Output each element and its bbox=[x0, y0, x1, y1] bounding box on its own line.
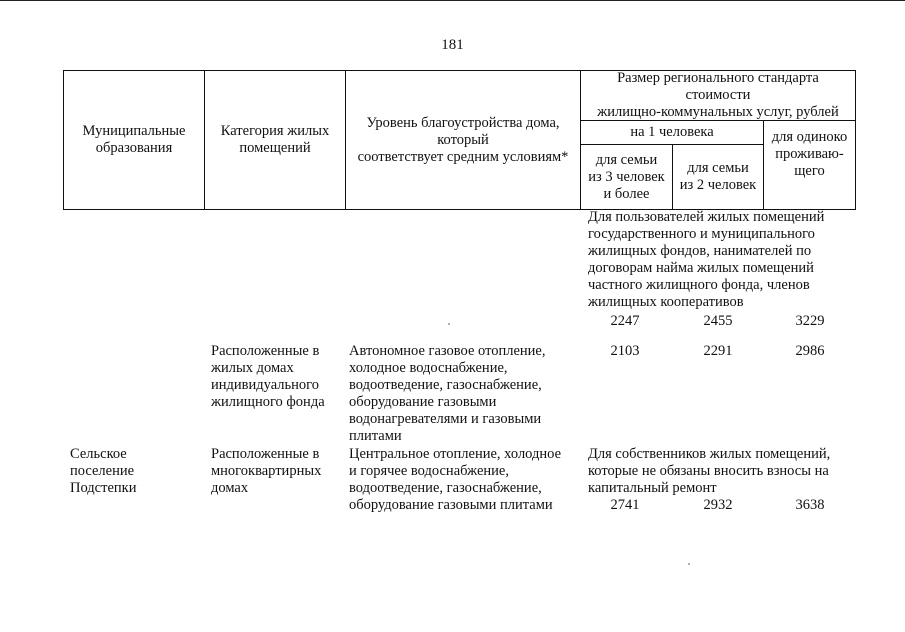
row2-value-family3: 2103 bbox=[610, 343, 640, 359]
row2-value-family2: 2291 bbox=[703, 343, 733, 359]
row3-value-family2: 2932 bbox=[703, 497, 733, 513]
row2-level: Автономное газовое отопление, холодное водоснабжение, водоотведение, газоснабжение, оборудование газовыми водонагревателями и газовыми плитами bbox=[349, 343, 546, 444]
scan-speck bbox=[688, 563, 690, 565]
row1-value-family2: 2455 bbox=[703, 313, 733, 329]
row2-value-single: 2986 bbox=[795, 343, 825, 359]
header-level: Уровень благоустройства дома, который соответствует средним условиям* bbox=[345, 70, 581, 210]
row1-value-single: 3229 bbox=[795, 313, 825, 329]
row3-municipal: Сельское поселение Подстепки bbox=[70, 446, 137, 496]
row3-level: Центральное отопление, холодное и горячее водоснабжение, водоотведение, газоснабжение, оборудование газовыми плитами bbox=[349, 446, 562, 513]
header-category: Категория жилых помещений bbox=[204, 70, 346, 210]
row3-note: Для собственников жилых помещений, которые не обязаны вносить взносы на капитальный ремонт bbox=[588, 446, 831, 496]
header-municipal: Муниципальные образования bbox=[63, 70, 205, 210]
header-single: для одиноко проживаю- щего bbox=[763, 120, 856, 210]
row1-value-family3: 2247 bbox=[610, 313, 640, 329]
header-family2: для семьи из 2 человек bbox=[672, 144, 764, 210]
row1-note: Для пользователей жилых помещений государственного и муниципального жилищных фондов, нанимателей по договорам найма жилых помещений частного жилищного фонда, членов жилищных кооперативов bbox=[588, 209, 825, 310]
top-rule bbox=[0, 0, 905, 1]
header-per-person: на 1 человека bbox=[580, 120, 764, 145]
header-family3: для семьи из 3 человек и более bbox=[580, 144, 673, 210]
row3-value-single: 3638 bbox=[795, 497, 825, 513]
row2-category: Расположенные в жилых домах индивидуального жилищного фонда bbox=[211, 343, 325, 410]
header-standard: Размер регионального стандарта стоимости жилищно-коммунальных услуг, рублей bbox=[580, 70, 856, 121]
row3-value-family3: 2741 bbox=[610, 497, 640, 513]
scan-speck bbox=[448, 323, 450, 325]
page-number: 181 bbox=[441, 37, 464, 53]
row3-category: Расположенные в многоквартирных домах bbox=[211, 446, 322, 496]
